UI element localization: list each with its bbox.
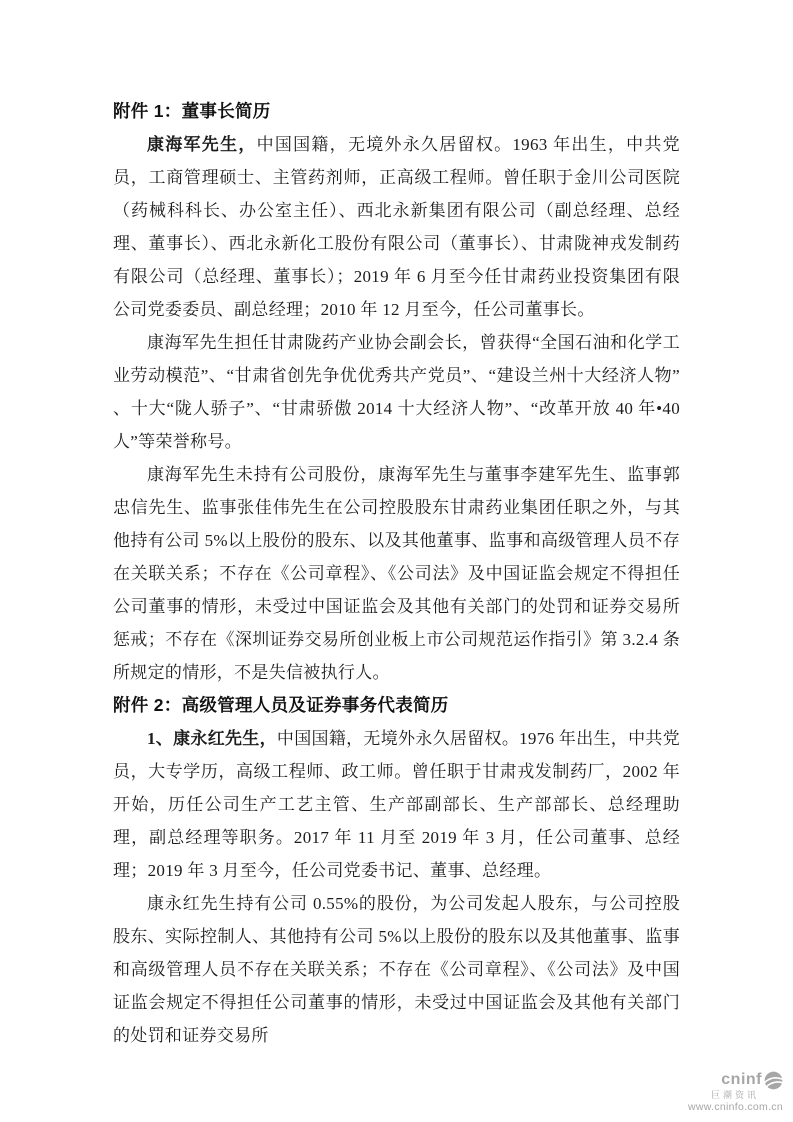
- chairman-bio-text: 中国国籍，无境外永久居留权。1963 年出生，中共党员，工商管理硕士、主管药剂师，正高级工程师。曾任职于金川公司医院（药械科科长、办公室主任）、西北永新集团有限公司（副总经理、总经理、董事长）、西北永新化工股份有限公司（董事长）、甘肃陇神戎发制药有限公司（总经理、董事长）；2019 年 6 月至今任甘肃药业投资集团有限公司党委委员、副总经理；2010 年 12 月至今，任公司董事长。: [113, 135, 680, 319]
- manager-shareholding-paragraph: 康永红先生持有公司 0.55%的股份，为公司发起人股东，与公司控股股东、实际控制人、其他持有公司 5%以上股份的股东以及其他董事、监事和高级管理人员不存在关联关系；不存在《公司章程》、《公司法》及中国证监会规定不得担任公司董事的情形，未受过中国证监会及其他有关部门的处罚和证券交易所: [113, 894, 680, 1045]
- manager-bio-text: 中国国籍，无境外永久居留权。1976 年出生，中共党员，大专学历，高级工程师、政工师。曾任职于甘肃戎发制药厂，2002 年开始，历任公司生产工艺主管、生产部副部长、生产部部长、总经理助理，副总经理等职务。2017 年 11 月至 2019 年 3 月，任公司董事、总经理；2019 年 3 月至今，任公司党委书记、董事、总经理。: [113, 729, 680, 880]
- cninfo-brand-text: cninf: [721, 1071, 762, 1089]
- manager-bio-paragraph: [113, 722, 680, 887]
- cninfo-swirl-globe-icon: [764, 1071, 783, 1090]
- chairman-shareholding-paragraph: 康海军先生未持有公司股份，康海军先生与董事李建军先生、监事郭忠信先生、监事张佳伟先生在公司控股股东甘肃药业集团任职之外，与其他持有公司 5%以上股份的股东、以及其他董事、监事和高级管理人员不存在关联关系；不存在《公司章程》、《公司法》及中国证监会规定不得担任公司董事的情形，未受过中国证监会及其他有关部门的处罚和证券交易所惩戒；不存在《深圳证券交易所创业板上市公司规范运作指引》第 3.2.4 条所规定的情形，不是失信被执行人。: [113, 465, 680, 682]
- cninfo-chinese-name: 巨潮资讯: [710, 1089, 759, 1100]
- attachment2-heading: 附件 2：高级管理人员及证券事务代表简历: [113, 695, 449, 715]
- cninfo-brand-row: [688, 1071, 783, 1090]
- cninfo-watermark: [688, 1071, 787, 1114]
- chairman-name-lead: 康海军先生，: [147, 135, 257, 154]
- manager-name-lead: 1、康永红先生，: [147, 729, 277, 748]
- attachment1-heading: 附件 1：董事长简历: [113, 101, 271, 121]
- cninfo-website-text: www.cninfo.com.cn: [688, 1101, 783, 1114]
- document-content: [113, 95, 680, 1052]
- chairman-honors-paragraph: 康海军先生担任甘肃陇药产业协会副会长，曾获得“全国石油和化学工业劳动模范”、“甘肃省创先争优优秀共产党员”、“建设兰州十大经济人物” 、十大“陇人骄子”、“甘肃骄傲 2014 十大经济人物”、“改革开放 40 年•40 人”等荣誉称号。: [113, 333, 680, 451]
- chairman-bio-paragraph: [113, 128, 680, 326]
